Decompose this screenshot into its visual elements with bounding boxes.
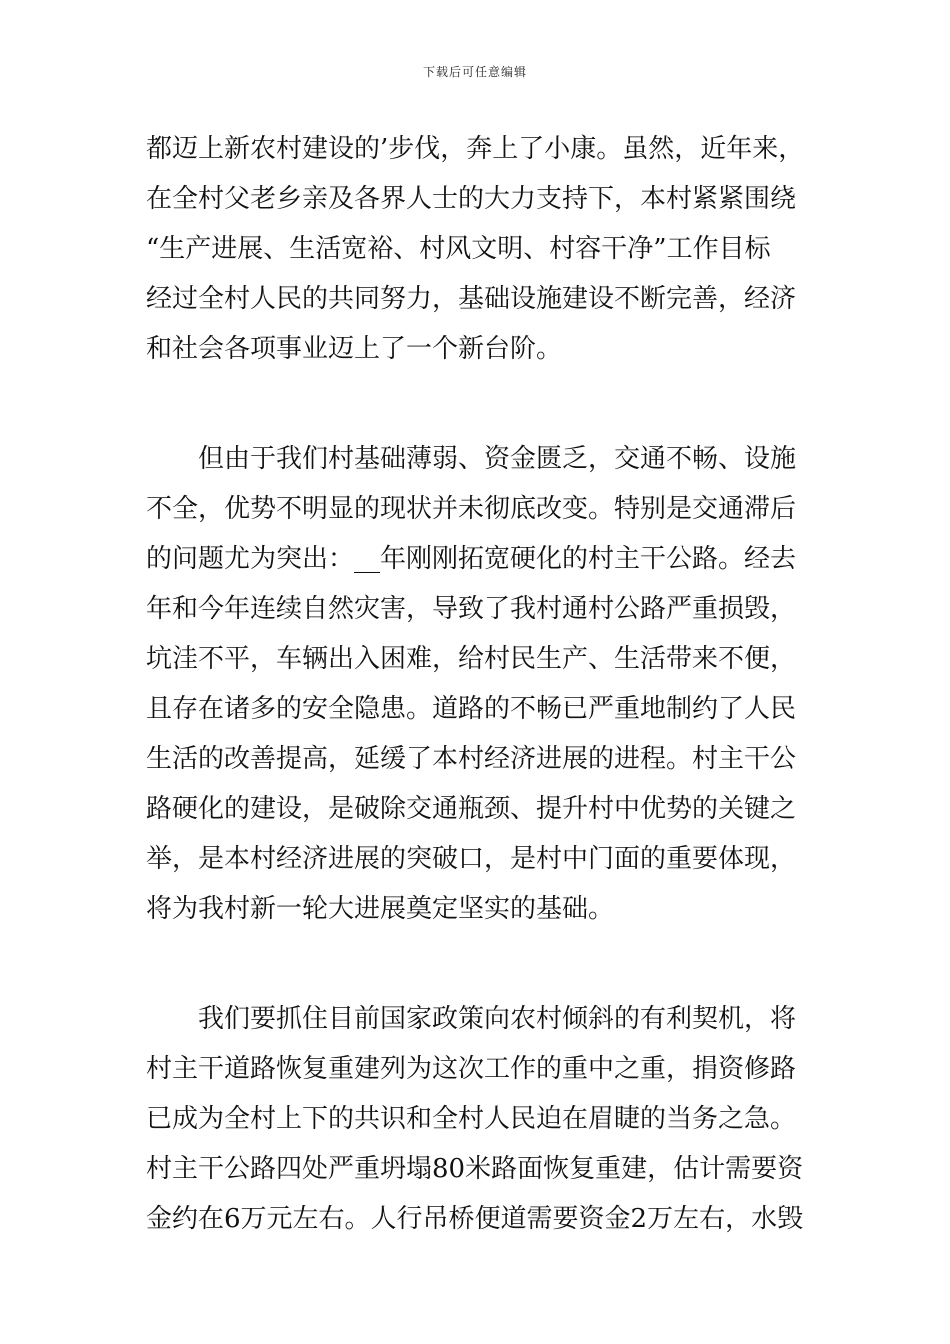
text-line: 村主干公路四处严重坍塌80米路面恢复重建，估计需要资 xyxy=(146,1154,804,1184)
text-line: 的问题尤为突出：__年刚刚拓宽硬化的村主干公路。经去 xyxy=(146,544,797,574)
text-line: 村主干道路恢复重建列为这次工作的重中之重，捐资修路 xyxy=(146,1054,797,1084)
text-line: 生活的改善提高，延缓了本村经济进展的进程。村主干公 xyxy=(146,744,797,774)
text-line: 我们要抓住目前国家政策向农村倾斜的有利契机，将 xyxy=(146,1004,797,1034)
text-line: 举，是本村经济进展的突破口，是村中门面的重要体现， xyxy=(146,844,797,874)
text-line: 不全，优势不明显的现状并未彻底改变。特别是交通滞后 xyxy=(146,494,797,524)
paragraph-3 xyxy=(146,994,818,1244)
document-body xyxy=(146,124,818,1244)
text-line: 将为我村新一轮大进展奠定坚实的基础。 xyxy=(146,894,615,924)
paragraph-2 xyxy=(146,434,818,934)
text-line: 年和今年连续自然灾害，导致了我村通村公路严重损毁， xyxy=(146,594,797,624)
text-line: 都迈上新农村建设的’步伐，奔上了小康。虽然，近年来， xyxy=(146,134,805,164)
text-line: 经过全村人民的共同努力，基础设施建设不断完善，经济 xyxy=(146,284,797,314)
text-line: 且存在诸多的安全隐患。道路的不畅已严重地制约了人民 xyxy=(146,694,797,724)
text-line: 金约在6万元左右。人行吊桥便道需要资金2万左右，水毁 xyxy=(146,1204,804,1234)
page-header: 下载后可任意编辑 xyxy=(422,65,527,79)
paragraph-1 xyxy=(146,124,818,374)
text-line: 在全村父老乡亲及各界人士的大力支持下，本村紧紧围绕 xyxy=(146,184,797,214)
text-line: 和社会各项事业迈上了一个新台阶。 xyxy=(146,334,563,364)
text-line: “生产进展、生活宽裕、村风文明、村容干净”工作目标 xyxy=(146,234,771,264)
text-line: 但由于我们村基础薄弱、资金匮乏，交通不畅、设施 xyxy=(146,444,797,474)
text-line: 路硬化的建设，是破除交通瓶颈、提升村中优势的关键之 xyxy=(146,794,797,824)
text-line: 已成为全村上下的共识和全村人民迫在眉睫的当务之急。 xyxy=(146,1104,797,1134)
text-line: 坑洼不平，车辆出入困难，给村民生产、生活带来不便， xyxy=(146,644,797,674)
